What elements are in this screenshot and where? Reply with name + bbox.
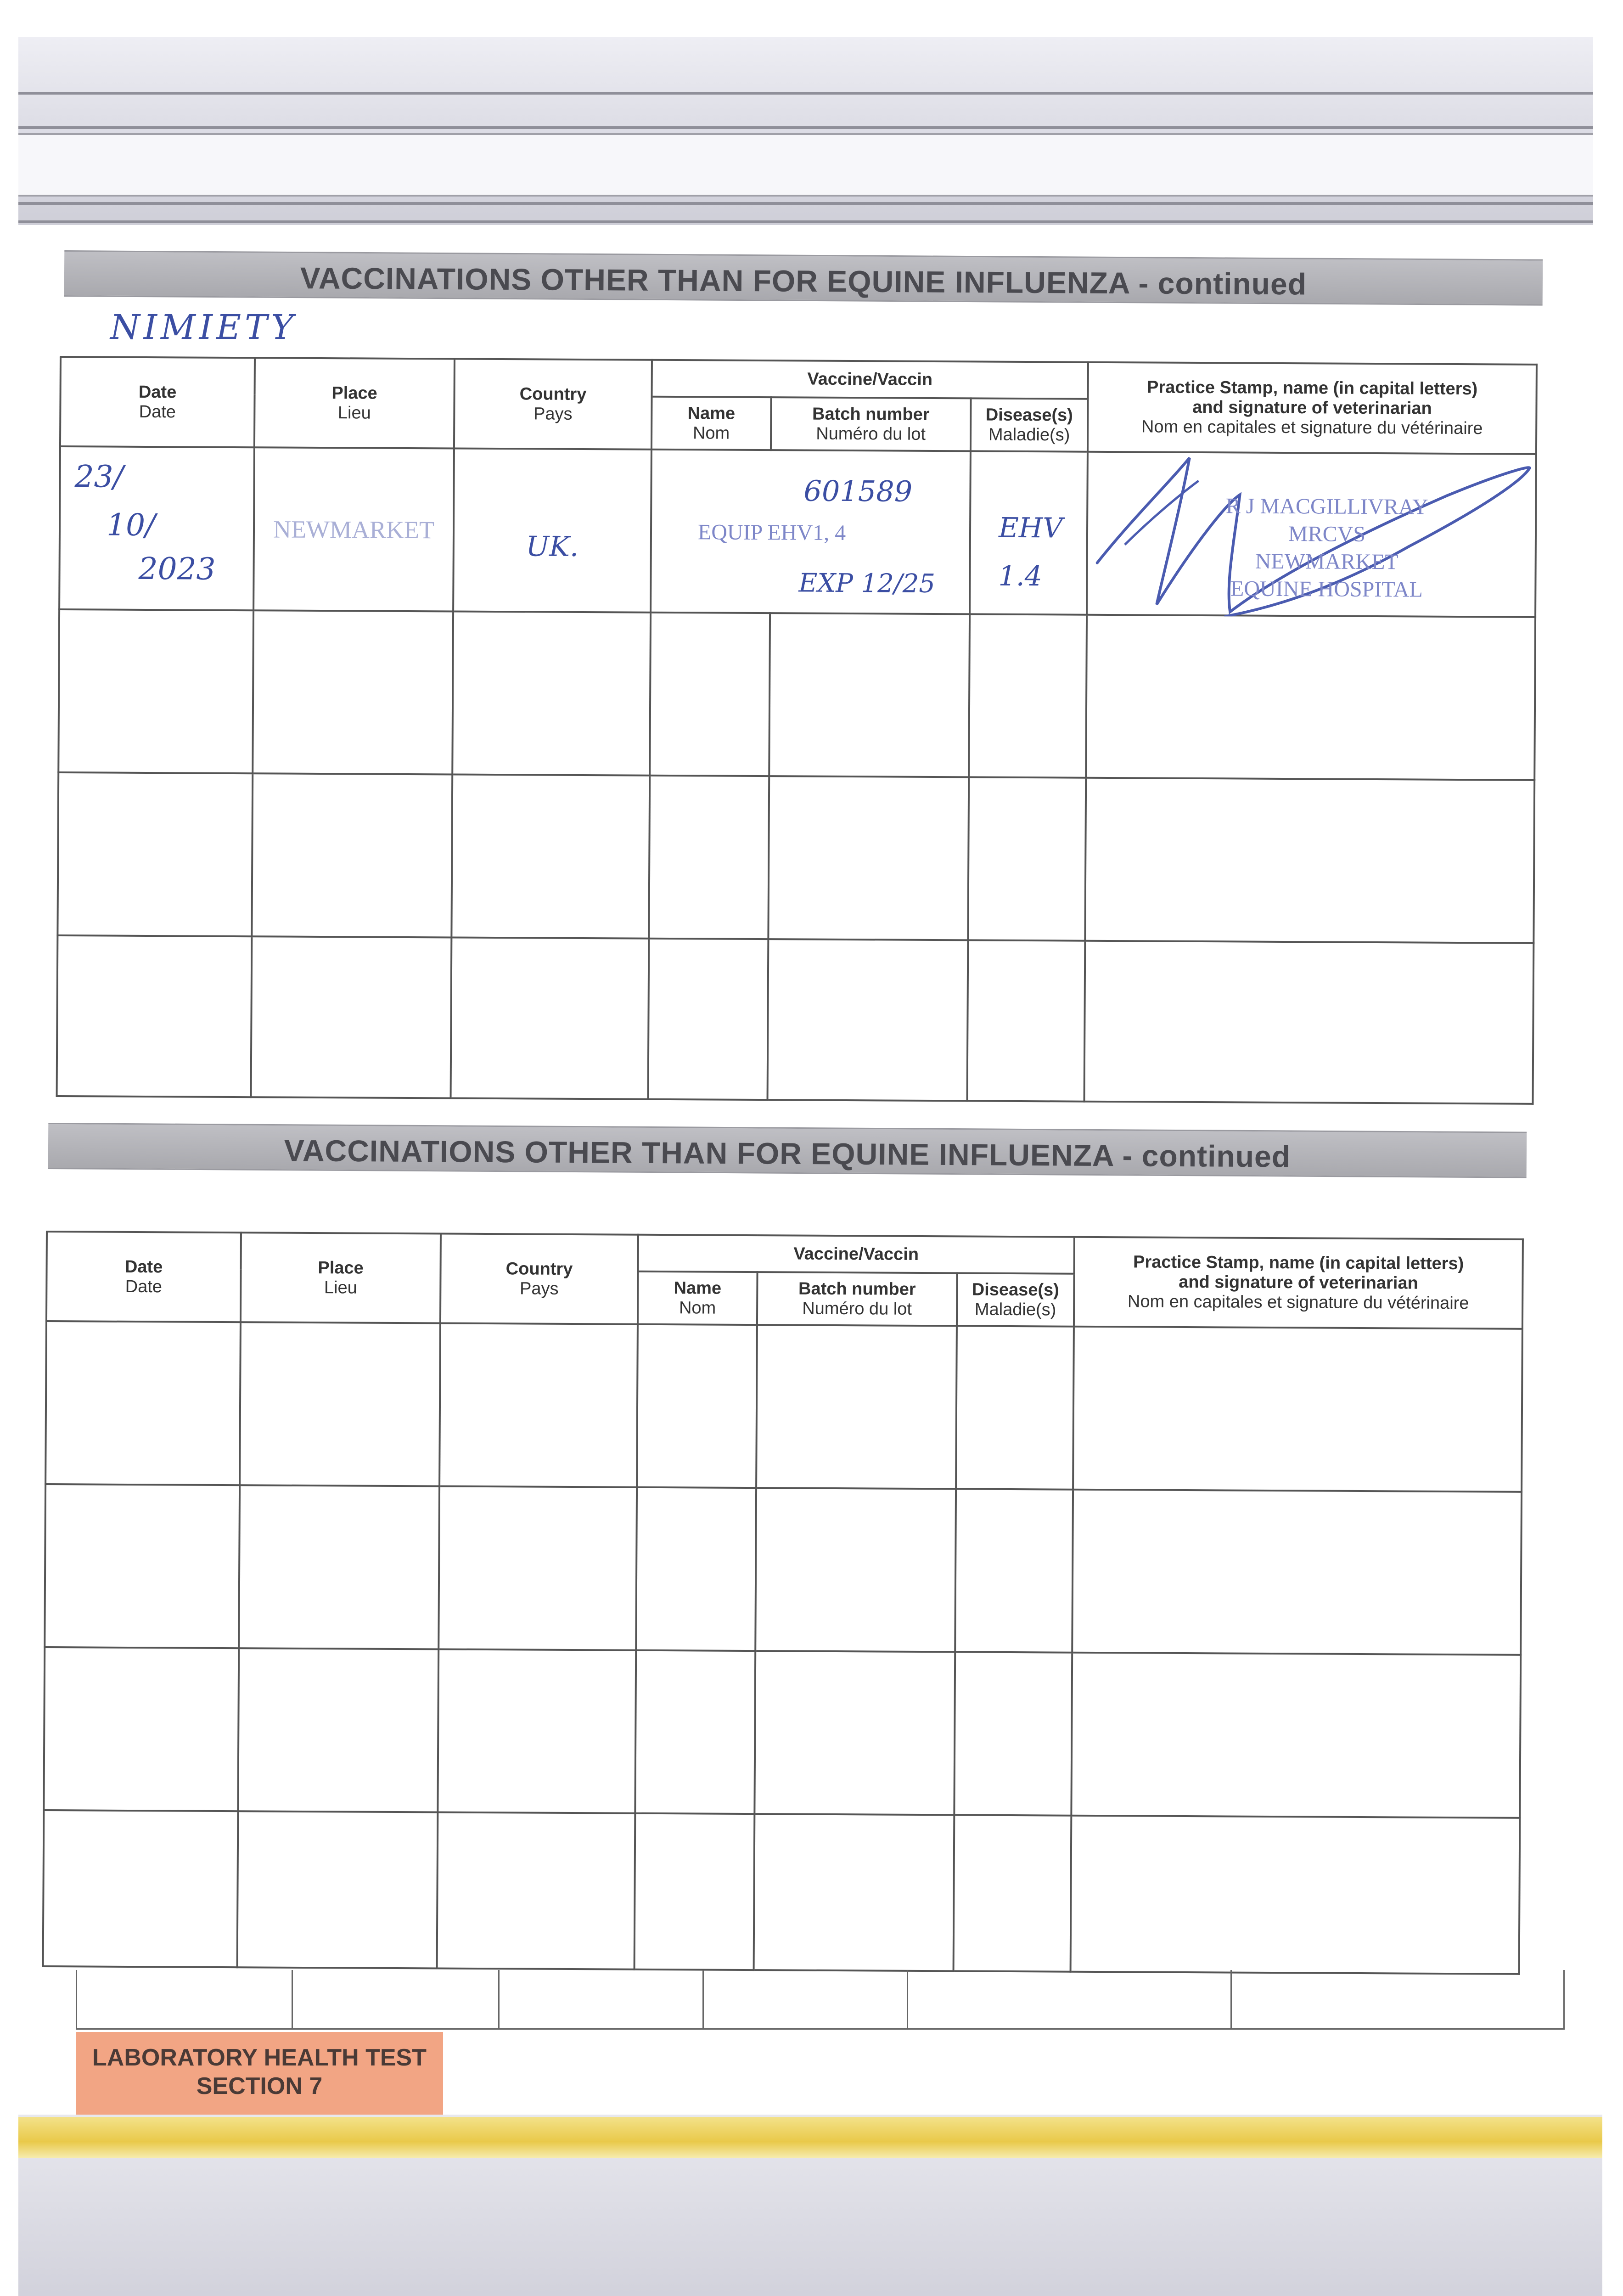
handwritten-horse-name: NIMIETY	[110, 308, 298, 347]
banner-title: VACCINATIONS OTHER THAN FOR EQUINE INFLUENZA - continued	[300, 261, 1307, 301]
entry-date-day: 23/	[74, 459, 124, 495]
table-row	[58, 609, 1535, 780]
stamp-line-3: EQUINE HOSPITAL	[1230, 576, 1423, 602]
header-practice-stamp: Practice Stamp, name (in capital letters) and signature of veterinarian Nom en capitales et signature du vétérinaire	[1074, 1237, 1523, 1329]
table-row	[57, 772, 1534, 943]
header-place: Place Lieu	[254, 358, 455, 448]
header-batch-number: Batch number Numéro du lot	[757, 1272, 957, 1326]
scan-top-strip	[18, 37, 1593, 225]
section-banner-2	[48, 1123, 1527, 1178]
header-disease: Disease(s) Maladie(s)	[957, 1273, 1074, 1326]
section-banner-1	[64, 250, 1543, 306]
stamp-line-1: R J MACGILLIVRAY MRCVS	[1225, 494, 1428, 546]
stamp-line-2: NEWMARKET	[1255, 549, 1398, 574]
vet-stamp	[1189, 492, 1465, 604]
header-vaccine-name: Name Nom	[651, 397, 771, 450]
entry-expiry: EXP 12/25	[798, 568, 936, 599]
header-vaccine-name: Name Nom	[638, 1272, 758, 1325]
header-country: Country Pays	[454, 359, 652, 450]
cell-name-batch	[651, 450, 971, 614]
table-row	[45, 1484, 1522, 1655]
header-date: Date Date	[60, 357, 255, 447]
vaccination-table-2	[42, 1231, 1522, 1973]
underlying-page-grid	[76, 1970, 1550, 2030]
entry-batch: 601589	[803, 474, 913, 508]
table-row	[59, 446, 1536, 617]
entry-disease-1: EHV	[998, 512, 1063, 545]
cell-country	[453, 449, 651, 613]
lab-label-line-1: LABORATORY HEALTH TEST	[92, 2044, 427, 2071]
cell-date	[59, 446, 254, 610]
vaccination-table-1	[56, 356, 1536, 1103]
entry-country: UK.	[526, 530, 579, 563]
header-batch-number: Batch number Numéro du lot	[771, 397, 971, 451]
header-place: Place Lieu	[241, 1232, 441, 1323]
entry-disease-2: 1.4	[998, 560, 1043, 593]
cell-practice-stamp	[1087, 452, 1536, 617]
table-row	[57, 935, 1534, 1104]
banner-title: VACCINATIONS OTHER THAN FOR EQUINE INFLUENZA - continued	[284, 1133, 1291, 1174]
header-country: Country Pays	[440, 1234, 638, 1324]
header-practice-stamp: Practice Stamp, name (in capital letters) and signature of veterinarian Nom en capitales et signature du vétérinaire	[1088, 362, 1537, 454]
header-vaccine: Vaccine/Vaccin	[638, 1235, 1074, 1274]
header-disease: Disease(s) Maladie(s)	[971, 398, 1088, 451]
lab-health-test-label	[76, 2032, 443, 2115]
cell-disease	[970, 451, 1088, 614]
cell-place	[253, 447, 454, 611]
lab-label-line-2: SECTION 7	[196, 2073, 323, 2099]
header-date: Date Date	[46, 1232, 241, 1322]
scan-page-edge	[18, 133, 1593, 197]
entry-vaccine-name: EQUIP EHV1, 4	[697, 520, 846, 545]
header-vaccine: Vaccine/Vaccin	[652, 360, 1088, 399]
entry-date-year: 2023	[138, 551, 216, 587]
table-row	[44, 1647, 1521, 1818]
entry-date-month: 10/	[106, 507, 156, 543]
entry-place: NEWMARKET	[273, 515, 435, 544]
yellow-tab-edge	[18, 2117, 1602, 2158]
table-row	[43, 1810, 1520, 1974]
table-row	[45, 1321, 1522, 1492]
